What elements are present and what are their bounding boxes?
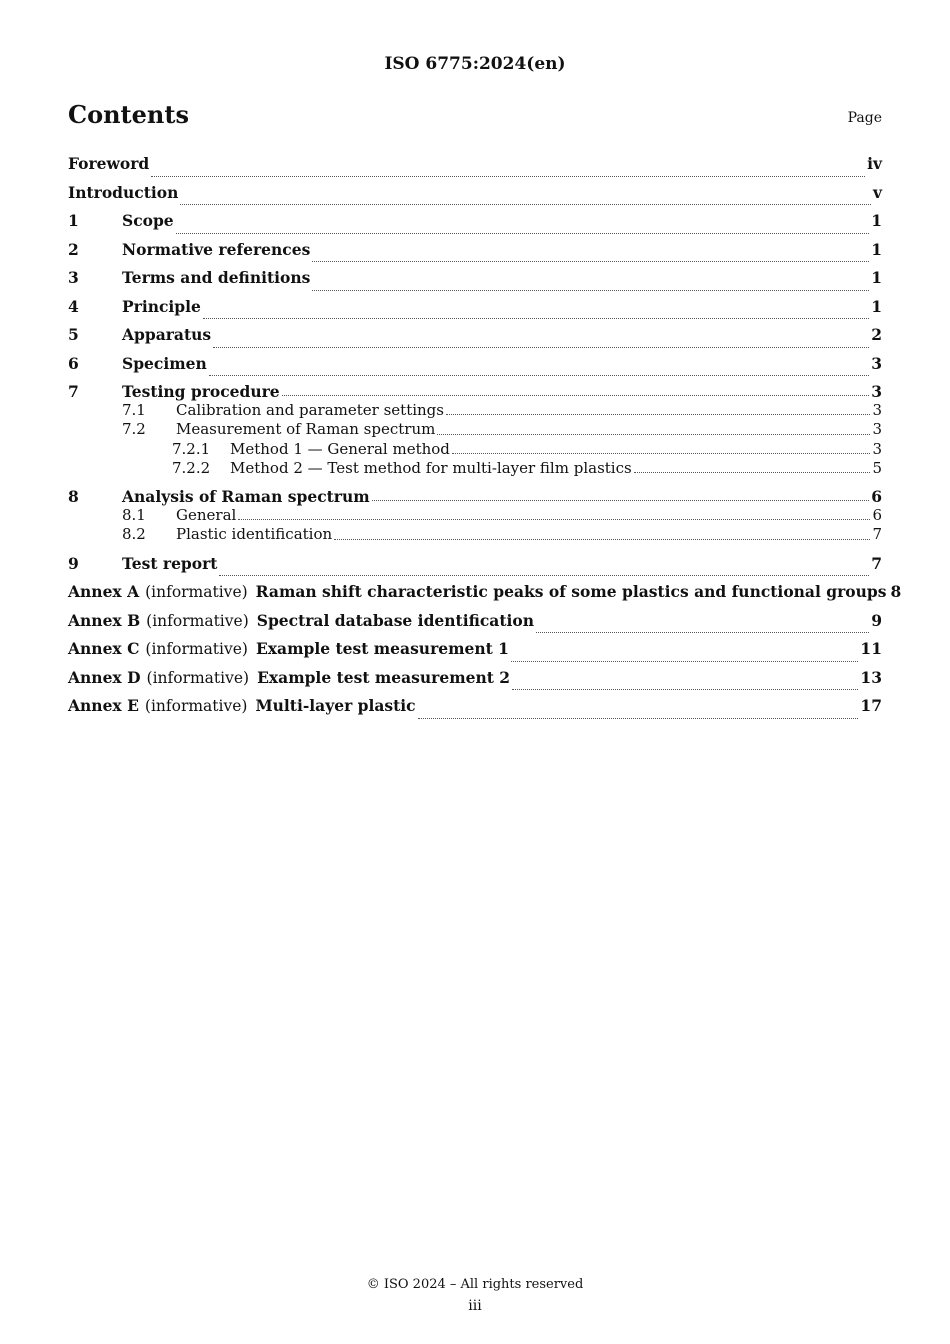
annex-label: Annex D (68, 667, 141, 687)
toc-entry-title: Introduction (68, 182, 179, 202)
toc-entry-page: 2 (871, 325, 882, 344)
dot-leader (203, 317, 869, 319)
toc-entry-title: Testing procedure (122, 382, 280, 401)
toc-entry-title: Method 1 — General method (230, 439, 450, 458)
dot-leader (238, 518, 870, 520)
annex-note: (informative) (146, 668, 250, 687)
dot-leader (312, 289, 869, 291)
toc-entry-title: Multi-layer plastic (255, 696, 416, 716)
toc-entry-title: Apparatus (122, 325, 212, 344)
toc-entry-page: 6 (872, 506, 882, 525)
toc-entry-title: General (176, 506, 237, 525)
annex-note: (informative) (146, 611, 249, 630)
toc-entry-page: 3 (872, 401, 882, 419)
toc-entry-terms-and-definitions[interactable] (68, 267, 882, 296)
document-id: ISO 6775:2024(en) (384, 54, 566, 74)
toc-entry-annex-e[interactable] (68, 695, 882, 724)
toc-entry-analysis[interactable] (68, 486, 882, 506)
toc-entry-number: 5 (68, 325, 79, 344)
dot-leader (446, 413, 870, 415)
dot-leader (176, 232, 870, 234)
toc-entry-page: 9 (871, 610, 882, 630)
dot-leader (213, 346, 869, 348)
toc-entry-page: 3 (871, 382, 882, 401)
toc-entry-number: 7.2 (122, 420, 146, 439)
toc-entry-title: Plastic identification (176, 525, 333, 544)
toc-entry-page: 5 (872, 458, 882, 477)
toc-entry-page: 1 (871, 239, 882, 259)
toc-entry-number: 3 (68, 268, 79, 287)
toc-entry-title: Example test measurement 1 (255, 639, 509, 659)
toc-entry-number: 7.2.1 (172, 439, 211, 458)
dot-leader (209, 374, 869, 376)
toc-entry-title: Calibration and parameter settings (176, 401, 444, 419)
dot-leader (180, 203, 871, 205)
dot-leader (312, 260, 869, 262)
annex-label: Annex B (68, 610, 141, 630)
toc-entry-title: Scope (122, 211, 174, 230)
toc-entry-page: v (872, 182, 882, 202)
page-number: iii (468, 1298, 482, 1314)
dot-leader (452, 452, 871, 454)
dot-leader (634, 471, 871, 473)
toc-entry-title: Normative references (122, 239, 311, 259)
toc-entry-title: Analysis of Raman spectrum (122, 487, 370, 507)
toc-entry-page: 1 (871, 268, 882, 287)
toc-entry-measurement[interactable] (68, 420, 882, 439)
toc-entry-annex-a[interactable] (68, 581, 902, 610)
toc-entry-page: iv (867, 154, 882, 173)
toc-entry-page: 6 (871, 487, 882, 507)
annex-label: Annex A (68, 582, 140, 602)
table-of-contents (68, 153, 902, 724)
toc-entry-page: 1 (871, 211, 882, 230)
toc-entry-number: 7.1 (122, 401, 146, 419)
toc-entry-title: Raman shift characteristic peaks of some plastics and functional groups (255, 582, 887, 602)
toc-entry-page: 7 (872, 525, 882, 544)
toc-entry-number: 7.2.2 (172, 458, 211, 477)
toc-entry-title: Spectral database identification (256, 610, 534, 630)
toc-entry-specimen[interactable] (68, 353, 882, 382)
dot-leader (511, 660, 858, 662)
contents-heading: Contents (68, 100, 189, 129)
toc-entry-foreword[interactable] (68, 153, 882, 182)
toc-entry-number: 8.2 (122, 525, 146, 544)
annex-label: Annex C (68, 639, 140, 659)
toc-entry-title: Test report (122, 553, 218, 573)
annex-note: (informative) (144, 697, 248, 716)
annex-note: (informative) (145, 640, 248, 659)
toc-entry-number: 4 (68, 296, 79, 316)
annex-note: (informative) (145, 583, 248, 602)
toc-entry-title: Example test measurement 2 (257, 667, 511, 687)
dot-leader (512, 688, 858, 690)
toc-entry-page: 3 (872, 420, 882, 439)
toc-entry-title: Specimen (122, 353, 207, 373)
toc-entry-introduction[interactable] (68, 182, 882, 211)
dot-leader (219, 574, 869, 576)
toc-entry-testing-procedure[interactable] (68, 381, 882, 401)
toc-entry-title: Method 2 — Test method for multi-layer film plastics (230, 458, 632, 477)
toc-entry-page: 17 (860, 696, 882, 716)
toc-entry-number: 8 (68, 487, 79, 507)
toc-entry-annex-c[interactable] (68, 638, 882, 667)
toc-entry-test-report[interactable] (68, 553, 882, 582)
dot-leader (536, 631, 869, 633)
toc-entry-title: Foreword (68, 154, 150, 173)
toc-entry-page: 7 (871, 553, 882, 573)
toc-entry-annex-b[interactable] (68, 610, 882, 639)
dot-leader (151, 175, 865, 177)
toc-entry-method-1[interactable] (68, 440, 882, 459)
toc-entry-page: 1 (871, 296, 882, 316)
toc-entry-number: 9 (68, 553, 79, 573)
toc-entry-apparatus[interactable] (68, 324, 882, 353)
page-column-label: Page (847, 110, 882, 126)
copyright-notice: © ISO 2024 – All rights reserved (366, 1277, 584, 1292)
toc-entry-number: 2 (68, 239, 79, 259)
dot-leader (418, 717, 859, 719)
dot-leader (437, 433, 870, 435)
toc-entry-title: Terms and definitions (122, 268, 311, 287)
toc-entry-method-2[interactable] (68, 459, 882, 478)
toc-entry-title: Measurement of Raman spectrum (176, 420, 436, 439)
dot-leader (334, 538, 870, 540)
dot-leader (372, 499, 870, 501)
toc-entry-page: 13 (860, 667, 882, 687)
toc-entry-title: Principle (122, 296, 201, 316)
toc-entry-number: 6 (68, 353, 79, 373)
toc-entry-general[interactable] (68, 506, 882, 525)
toc-entry-calibration[interactable] (68, 401, 882, 420)
toc-entry-page: 8 (890, 582, 902, 602)
dot-leader (282, 394, 870, 396)
toc-entry-page: 3 (871, 353, 882, 373)
toc-entry-scope[interactable] (68, 210, 882, 239)
toc-entry-number: 7 (68, 382, 79, 401)
toc-entry-page: 11 (860, 639, 882, 659)
toc-entry-plastic-identification[interactable] (68, 525, 882, 544)
toc-entry-number: 1 (68, 211, 79, 230)
toc-entry-page: 3 (872, 439, 882, 458)
toc-entry-annex-d[interactable] (68, 667, 882, 696)
toc-entry-number: 8.1 (122, 506, 146, 525)
annex-label: Annex E (68, 696, 139, 716)
toc-entry-principle[interactable] (68, 296, 882, 325)
toc-entry-normative-references[interactable] (68, 239, 882, 268)
